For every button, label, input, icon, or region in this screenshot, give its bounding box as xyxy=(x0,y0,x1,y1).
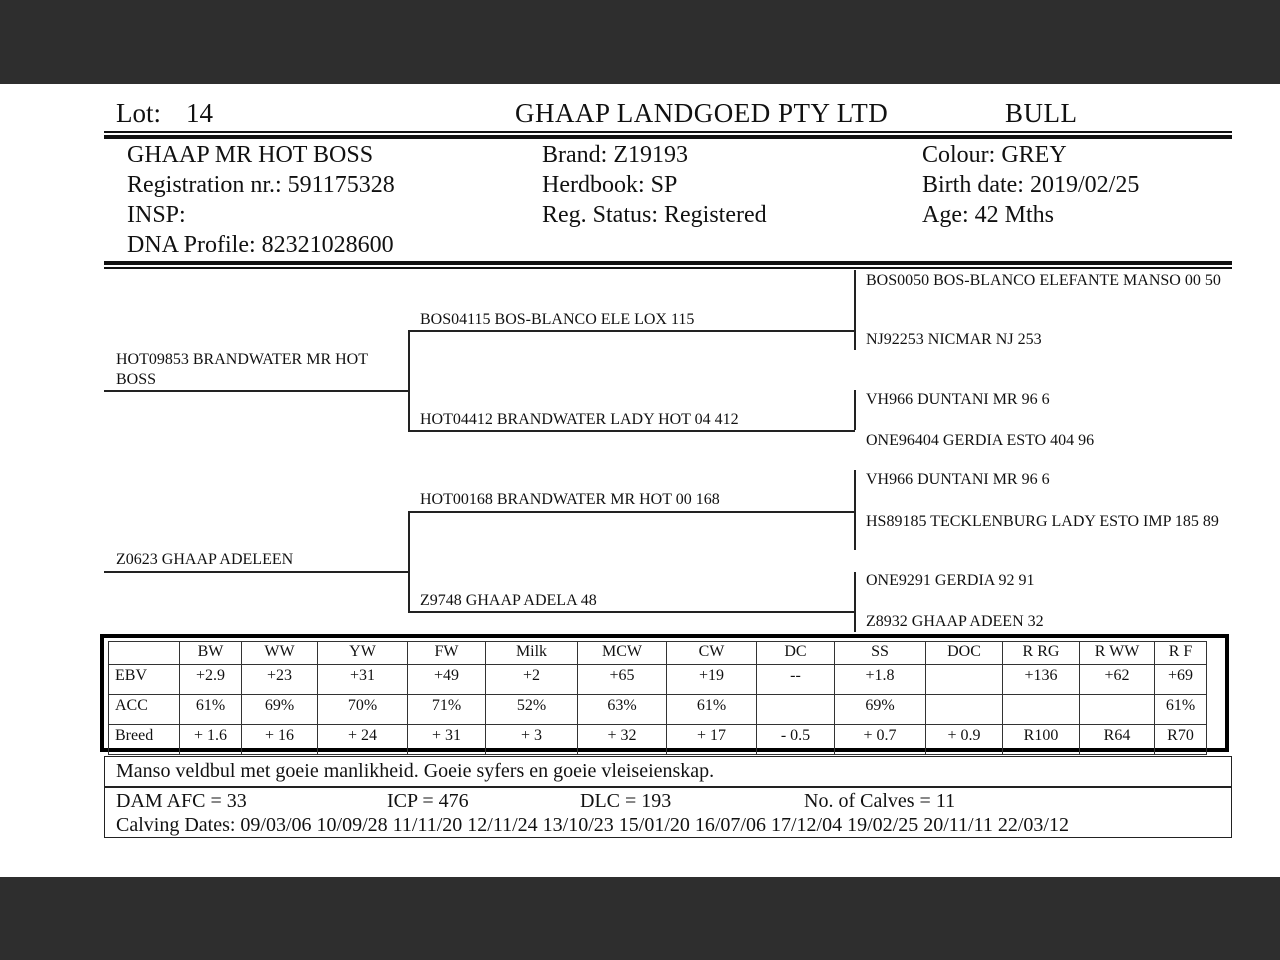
ebv-cell: 61% xyxy=(667,695,757,725)
info-rule xyxy=(104,267,1232,269)
ebv-column-header: SS xyxy=(835,642,926,665)
ebv-cell: +49 xyxy=(408,665,486,695)
ebv-cell: + 16 xyxy=(242,725,318,755)
pedigree-sire: HOT09853 BRANDWATER MR HOT BOSS xyxy=(116,351,368,388)
ebv-column-header: MCW xyxy=(578,642,667,665)
ebv-cell: +2.9 xyxy=(180,665,242,695)
header-rule-thick xyxy=(104,135,1232,139)
lot-number: 14 xyxy=(186,98,213,128)
ebv-cell: R70 xyxy=(1155,725,1207,755)
ebv-cell: 52% xyxy=(486,695,578,725)
registration-number: Registration nr.: 591175328 xyxy=(127,172,395,198)
ebv-cell: 61% xyxy=(180,695,242,725)
ebv-column-header: FW xyxy=(408,642,486,665)
ebv-cell: +2 xyxy=(486,665,578,695)
ebv-column-header: BW xyxy=(180,642,242,665)
ebv-cell xyxy=(1003,695,1080,725)
dna-profile: DNA Profile: 82321028600 xyxy=(127,232,394,258)
pedigree-ggp: NJ92253 NICMAR NJ 253 xyxy=(866,331,1042,348)
ebv-cell: 63% xyxy=(578,695,667,725)
pedigree-dam: Z0623 GHAAP ADELEEN xyxy=(116,551,294,568)
ebv-cell: +19 xyxy=(667,665,757,695)
sire-branch xyxy=(408,330,410,431)
ebv-cell: +23 xyxy=(242,665,318,695)
ebv-column-header: DC xyxy=(757,642,835,665)
ggp-branch-2 xyxy=(854,390,856,430)
dam-branch xyxy=(408,511,410,612)
ebv-cell: + 32 xyxy=(578,725,667,755)
brand: Brand: Z19193 xyxy=(542,142,688,168)
ebv-cell: + 0.9 xyxy=(926,725,1003,755)
ebv-cell: +31 xyxy=(318,665,408,695)
ebv-cell: -- xyxy=(757,665,835,695)
ebv-table xyxy=(108,641,1207,755)
ebv-row-label: Breed xyxy=(109,725,180,755)
ebv-column-header xyxy=(109,642,180,665)
animal-name: GHAAP MR HOT BOSS xyxy=(127,142,374,168)
pedigree-ggp: ONE9291 GERDIA 92 91 xyxy=(866,572,1035,589)
ebv-cell xyxy=(926,665,1003,695)
ebv-column-header: Milk xyxy=(486,642,578,665)
pedigree-ggp: HS89185 TECKLENBURG LADY ESTO IMP 185 89 xyxy=(866,513,1219,530)
ebv-cell xyxy=(757,695,835,725)
dam-stats-box xyxy=(104,786,1232,838)
ggp-branch-1 xyxy=(854,270,856,350)
ebv-row xyxy=(109,695,1207,725)
ebv-cell: 69% xyxy=(835,695,926,725)
ebv-cell: 70% xyxy=(318,695,408,725)
ebv-cell: + 0.7 xyxy=(835,725,926,755)
ebv-column-header: R RG xyxy=(1003,642,1080,665)
ebv-cell: + 31 xyxy=(408,725,486,755)
ebv-column-header: DOC xyxy=(926,642,1003,665)
ebv-cell xyxy=(1080,695,1155,725)
sire-sire-line xyxy=(408,330,855,332)
number-of-calves: No. of Calves = 11 xyxy=(804,790,956,812)
animal-sex: BULL xyxy=(1005,98,1078,128)
header-rule xyxy=(104,131,1232,133)
info-rule-thick xyxy=(104,261,1232,265)
ebv-cell: + 24 xyxy=(318,725,408,755)
ebv-cell: + 1.6 xyxy=(180,725,242,755)
ebv-row xyxy=(109,725,1207,755)
icp: ICP = 476 xyxy=(387,790,469,812)
sire-line xyxy=(104,390,409,392)
insp-field: INSP: xyxy=(127,202,186,228)
ggp-branch-3 xyxy=(854,470,856,550)
ebv-cell: +69 xyxy=(1155,665,1207,695)
reg-status: Reg. Status: Registered xyxy=(542,202,767,228)
ebv-row-label: EBV xyxy=(109,665,180,695)
ebv-cell: +65 xyxy=(578,665,667,695)
ebv-row-label: ACC xyxy=(109,695,180,725)
dam-sire-line xyxy=(408,511,855,513)
ebv-column-header: R WW xyxy=(1080,642,1155,665)
ebv-column-header: WW xyxy=(242,642,318,665)
age: Age: 42 Mths xyxy=(922,202,1054,228)
ebv-cell: +136 xyxy=(1003,665,1080,695)
catalogue-sheet xyxy=(0,84,1280,877)
birth-date: Birth date: 2019/02/25 xyxy=(922,172,1140,198)
ggp-branch-4 xyxy=(854,572,856,632)
dlc: DLC = 193 xyxy=(580,790,672,812)
remark-box xyxy=(104,756,1232,788)
pedigree-sire-dam: HOT04412 BRANDWATER LADY HOT 04 412 xyxy=(420,411,739,428)
ebv-cell: R64 xyxy=(1080,725,1155,755)
ebv-cell xyxy=(926,695,1003,725)
breeder-name: GHAAP LANDGOED PTY LTD xyxy=(515,98,889,128)
ebv-column-header: YW xyxy=(318,642,408,665)
dam-afc: DAM AFC = 33 xyxy=(116,790,247,812)
pedigree-dam-dam: Z9748 GHAAP ADELA 48 xyxy=(420,592,597,609)
ebv-cell: 69% xyxy=(242,695,318,725)
herdbook: Herdbook: SP xyxy=(542,172,678,198)
pedigree-dam-sire: HOT00168 BRANDWATER MR HOT 00 168 xyxy=(420,491,720,508)
pedigree-ggp: VH966 DUNTANI MR 96 6 xyxy=(866,471,1050,488)
ebv-column-header: R F xyxy=(1155,642,1207,665)
pedigree-ggp: ONE96404 GERDIA ESTO 404 96 xyxy=(866,432,1095,449)
ebv-cell: +62 xyxy=(1080,665,1155,695)
ebv-cell: + 3 xyxy=(486,725,578,755)
ebv-cell: - 0.5 xyxy=(757,725,835,755)
calving-dates: Calving Dates: 09/03/06 10/09/28 11/11/20 12/11/24 13/10/23 15/01/20 16/07/06 17/12/04 19/02/25 20/11/11 22/03/12 xyxy=(116,814,1069,836)
sire-dam-line xyxy=(408,430,855,432)
colour: Colour: GREY xyxy=(922,142,1067,168)
pedigree-ggp: Z8932 GHAAP ADEEN 32 xyxy=(866,613,1044,630)
ebv-row xyxy=(109,665,1207,695)
ebv-cell: 61% xyxy=(1155,695,1207,725)
ebv-cell: + 17 xyxy=(667,725,757,755)
ebv-header-row xyxy=(109,642,1207,665)
pedigree-ggp: BOS0050 BOS-BLANCO ELEFANTE MANSO 00 50 xyxy=(866,272,1221,289)
pedigree-sire-sire: BOS04115 BOS-BLANCO ELE LOX 115 xyxy=(420,311,695,328)
ebv-column-header: CW xyxy=(667,642,757,665)
lot-label: Lot: xyxy=(116,98,161,128)
ebv-cell: R100 xyxy=(1003,725,1080,755)
pedigree-ggp: VH966 DUNTANI MR 96 6 xyxy=(866,391,1050,408)
ebv-cell: 71% xyxy=(408,695,486,725)
dam-line xyxy=(104,571,409,573)
remark-text: Manso veldbul met goeie manlikheid. Goeie syfers en goeie vleiseienskap. xyxy=(116,760,715,782)
dam-dam-line xyxy=(408,611,855,613)
ebv-cell: +1.8 xyxy=(835,665,926,695)
